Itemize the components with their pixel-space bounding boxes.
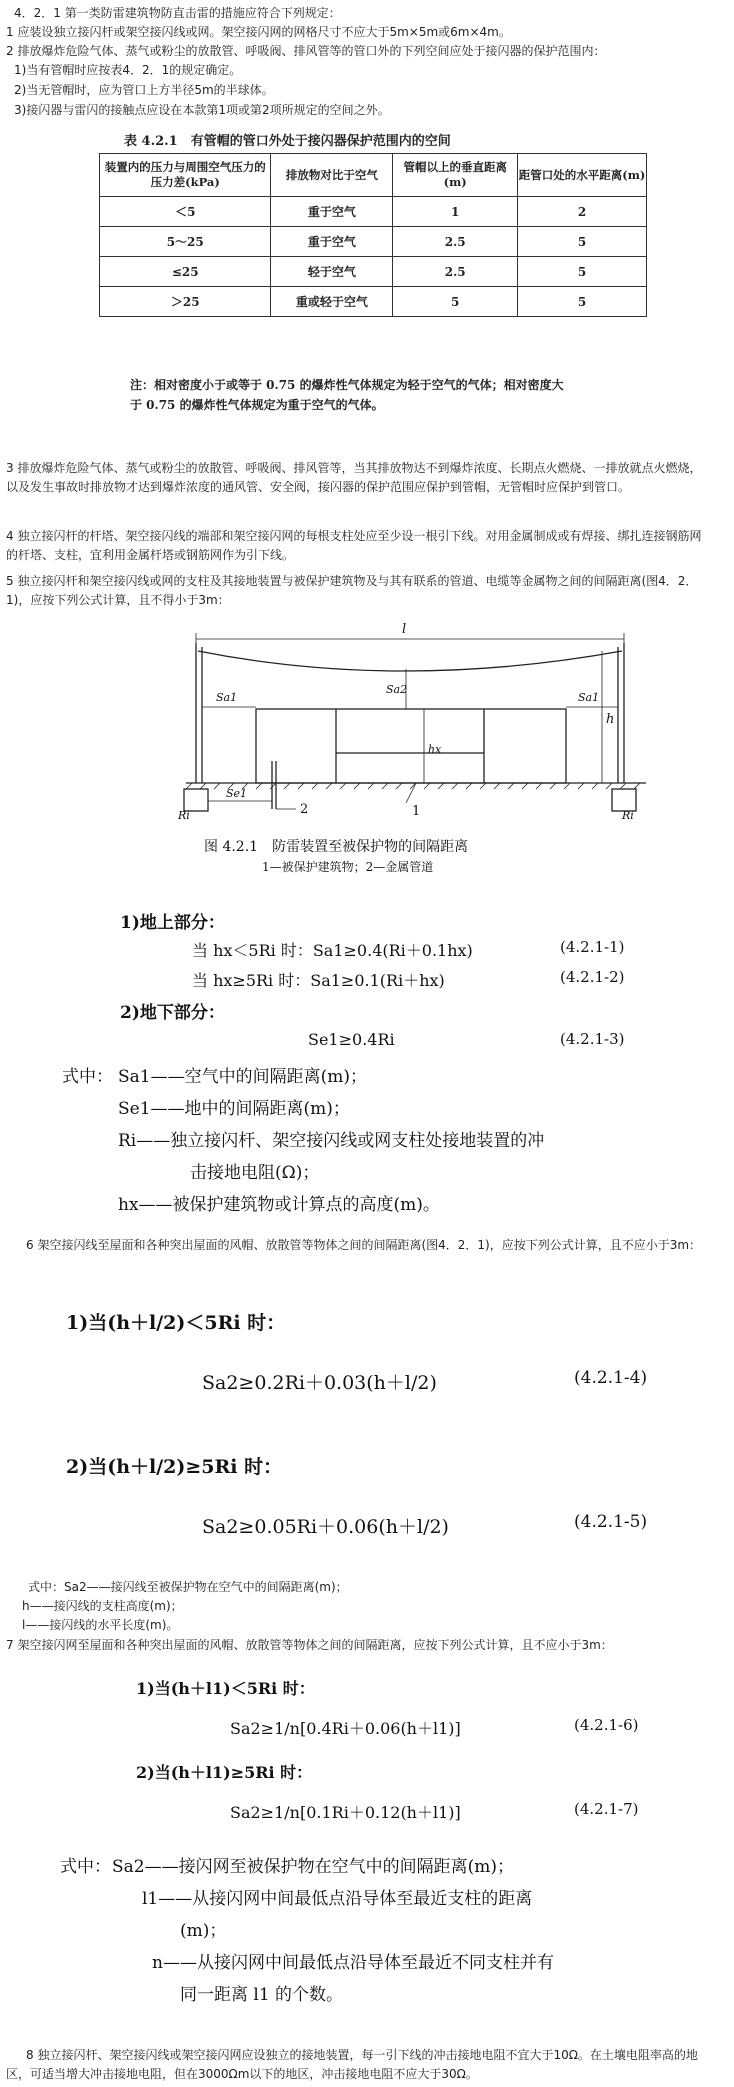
definition-n-line-2: 同一距离 l1 的个数。	[180, 1985, 344, 2005]
figure-label-ri-left: Ri	[178, 809, 190, 822]
below-ground-heading: 2)地下部分：	[120, 1003, 225, 1023]
item-6: 6 架空接闪线至屋面和各种突出屋面的风帽、放散管等物体之间的间隔距离(图4．2．1)，应按下列公式计算，且不应小于3m：	[26, 1238, 702, 1252]
formula-number: (4.2.1-4)	[574, 1368, 648, 1388]
item-1: 1 应装设独立接闪杆或架空接闪线或网。架空接闪网的网格尺寸不应大于5m×5m或6m×4m。	[6, 25, 511, 39]
protected-building	[256, 709, 566, 783]
formula-4-2-1-2: 当 hx≥5Ri 时：Sa1≥0.1(Ri＋hx)	[192, 971, 445, 990]
table-note-line-1: 注：相对密度小于或等于 0.75 的爆炸性气体规定为轻于空气的气体；相对密度大	[130, 378, 564, 392]
definition-sa2: Sa2——接闪网至被保护物在空气中的间隔距离(m)；	[112, 1857, 514, 1877]
item-4: 4 独立接闪杆的杆塔、架空接闪线的端部和架空接闪网的每根支柱处应至少设一根引下线。对用金属制成或有焊接、绑扎连接钢筋网的杆塔、支柱，宜利用金属杆塔或钢筋网作为引下线。	[6, 529, 702, 562]
formula-number: (4.2.1-5)	[574, 1512, 648, 1532]
table-cell: 5	[393, 287, 518, 317]
definition-sa1: Sa1——空气中的间隔距离(m)；	[118, 1067, 367, 1087]
table-note-line-2: 于 0.75 的爆炸性气体规定为重于空气的气体。	[130, 398, 384, 412]
definition-ri-line-1: Ri——独立接闪杆、架空接闪线或网支柱处接地装置的冲	[118, 1131, 545, 1151]
condition-2: 2)当(h＋l/2)≥5Ri 时：	[66, 1456, 283, 1478]
table-cell: 重于空气	[271, 197, 393, 227]
table-cell: 1	[393, 197, 518, 227]
table-cell: 2	[518, 197, 647, 227]
table-title: 表 4.2.1 有管帽的管口外处于接闪器保护范围内的空间	[124, 134, 451, 149]
table-header-row	[100, 154, 647, 197]
figure-label-sa2: Sa2	[386, 683, 408, 696]
formula-4-2-1-3: Se1≥0.4Ri	[308, 1030, 395, 1049]
formula-4-2-1-6: Sa2≥1/n[0.4Ri＋0.06(h＋l1)]	[230, 1719, 461, 1738]
figure-label-se1: Se1	[226, 787, 248, 800]
definition-l1-line-2: (m)；	[180, 1921, 227, 1941]
formula-number: (4.2.1-3)	[560, 1030, 625, 1048]
definition-l1-line-1: l1——从接闪网中间最低点沿导体至最近支柱的距离	[142, 1889, 533, 1909]
table-cell: 5～25	[100, 227, 271, 257]
formula-number: (4.2.1-1)	[560, 938, 625, 956]
table-header-cell: 排放物对比于空气	[271, 154, 393, 197]
table-cell: 轻于空气	[271, 257, 393, 287]
definition-sa2-line: 式中：Sa2——接闪线至被保护物在空气中的间隔距离(m)；	[28, 1580, 348, 1594]
formula-number: (4.2.1-6)	[574, 1716, 639, 1734]
table-cell: 5	[518, 287, 647, 317]
left-grounding-electrode	[184, 789, 208, 811]
overhead-wire	[198, 651, 622, 671]
table-cell: 重或轻于空气	[271, 287, 393, 317]
formula-4-2-1-1: 当 hx＜5Ri 时：Sa1≥0.4(Ri＋0.1hx)	[192, 941, 473, 960]
formula-number: (4.2.1-2)	[560, 968, 625, 986]
table-cell: 5	[518, 257, 647, 287]
item-5: 5 独立接闪杆和架空接闪线或网的支柱及其接地装置与被保护建筑物及与其有联系的管道、电缆等金属物之间的间隔距离(图4．2．1)，应按下列公式计算，且不得小于3m：	[6, 574, 698, 607]
table-header-cell: 距管口处的水平距离(m)	[518, 154, 647, 197]
table-header-cell: 装置内的压力与周围空气压力的压力差(kPa)	[100, 154, 271, 197]
item-7: 7 架空接闪网至屋面和各种突出屋面的风帽、放散管等物体之间的间隔距离，应按下列公式计算，且不应小于3m：	[6, 1638, 613, 1652]
table-row	[100, 227, 647, 257]
table-row	[100, 257, 647, 287]
table-cell: ≤25	[100, 257, 271, 287]
above-ground-heading: 1)地上部分：	[120, 913, 225, 933]
item-2: 2 排放爆炸危险气体、蒸气或粉尘的放散管、呼吸阀、排风管等的管口外的下列空间应处于接闪器的保护范围内：	[6, 44, 606, 58]
definition-l-line: l——接闪线的水平长度(m)。	[22, 1618, 179, 1632]
clause-title: 4．2．1 第一类防雷建筑物防直击雷的措施应符合下列规定：	[14, 6, 341, 20]
table-header-cell: 管帽以上的垂直距离(m)	[393, 154, 518, 197]
figure-label-hx: hx	[428, 743, 442, 756]
definition-n-line-1: n——从接闪网中间最低点沿导体至最近不同支柱并有	[152, 1953, 554, 1973]
table-cell: ＞25	[100, 287, 271, 317]
figure-caption: 图 4.2.1 防雷装置至被保护物的间隔距离	[204, 839, 469, 855]
item-8: 8 独立接闪杆、架空接闪线或架空接闪网应设独立的接地装置，每一引下线的冲击接地电阻不宜大于10Ω。在土壤电阻率高的地区，可适当增大冲击接地电阻，但在3000Ωm以下的地区，冲击接地电阻不应大于30Ω。	[6, 2048, 698, 2081]
figure-label-2: 2	[300, 802, 309, 817]
table-cell: 2.5	[393, 227, 518, 257]
table-cell: 重于空气	[271, 227, 393, 257]
protection-distance-figure	[178, 613, 646, 823]
formula-4-2-1-5: Sa2≥0.05Ri＋0.06(h＋l/2)	[202, 1516, 449, 1538]
condition-4: 2)当(h＋l1)≥5Ri 时：	[136, 1763, 313, 1782]
definition-se1: Se1——地中的间隔距离(m)；	[118, 1099, 350, 1119]
figure-label-1: 1	[412, 804, 421, 819]
table-cell: 2.5	[393, 257, 518, 287]
right-grounding-electrode	[612, 789, 636, 811]
item-2-3: 3)接闪器与雷闪的接触点应设在本款第1项或第2项所规定的空间之外。	[14, 103, 390, 117]
figure-label-ri-right: Ri	[622, 809, 634, 822]
definition-ri-line-2: 击接地电阻(Ω)；	[190, 1163, 320, 1183]
condition-3: 1)当(h＋l1)＜5Ri 时：	[136, 1679, 315, 1698]
figure-subcaption: 1—被保护建筑物；2—金属管道	[262, 860, 434, 874]
item-2-1: 1)当有管帽时应按表4．2．1的规定确定。	[14, 63, 242, 77]
definition-h-line: h——接闪线的支柱高度(m)；	[22, 1599, 183, 1613]
data-table	[99, 153, 647, 317]
where-label: 式中：	[62, 1067, 113, 1087]
item-3: 3 排放爆炸危险气体、蒸气或粉尘的放散管、呼吸阀、排风管等，当其排放物达不到爆炸浓度、长期点火燃烧、一排放就点火燃烧，以及发生事故时排放物才达到爆炸浓度的通风管、安全阀，接闪器的保护范围应保护到管帽，无管帽时应保护到管口。	[6, 461, 702, 494]
formula-4-2-1-4: Sa2≥0.2Ri＋0.03(h＋l/2)	[202, 1372, 437, 1394]
figure-label-l: l	[402, 622, 407, 637]
definition-hx: hx——被保护建筑物或计算点的高度(m)。	[118, 1195, 440, 1215]
formula-number: (4.2.1-7)	[574, 1800, 639, 1818]
table-row	[100, 197, 647, 227]
figure-label-sa1-right: Sa1	[578, 691, 600, 704]
figure-label-sa1-left: Sa1	[216, 691, 238, 704]
item-2-2: 2)当无管帽时，应为管口上方半径5m的半球体。	[14, 83, 274, 97]
table-cell: ＜5	[100, 197, 271, 227]
figure-label-h: h	[606, 712, 615, 727]
condition-1: 1)当(h＋l/2)＜5Ri 时：	[66, 1312, 286, 1334]
where-label: 式中：	[60, 1857, 111, 1877]
formula-4-2-1-7: Sa2≥1/n[0.1Ri＋0.12(h＋l1)]	[230, 1803, 461, 1822]
table-cell: 5	[518, 227, 647, 257]
table-row	[100, 287, 647, 317]
